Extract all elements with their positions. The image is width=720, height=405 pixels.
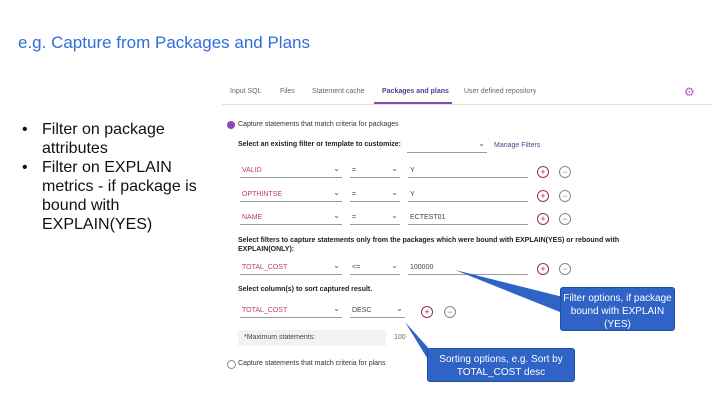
chevron-down-icon: ⌄ [333, 304, 340, 313]
explain-filter-label: Select filters to capture statements only from the packages which were bound with EXPLAIN(YES) or rebound with EXPLAIN(ONLY): [238, 237, 620, 253]
chevron-down-icon: ⌄ [391, 164, 398, 173]
remove-row-icon[interactable]: − [559, 213, 571, 225]
filter-value-input[interactable]: Y [408, 189, 528, 202]
chevron-down-icon: ⌄ [333, 261, 340, 270]
chevron-down-icon: ⌄ [333, 211, 340, 220]
select-filter-label: Select an existing filter or template to customize: [238, 141, 401, 148]
remove-row-icon[interactable]: − [559, 263, 571, 275]
filter-operator-select[interactable]: = ⌄ [350, 189, 400, 202]
remove-row-icon[interactable]: − [559, 166, 571, 178]
explain-field-select[interactable]: TOTAL_COST ⌄ [240, 262, 342, 275]
explain-value-input[interactable]: 100000 [408, 262, 528, 275]
tab-statement-cache[interactable]: Statement cache [312, 88, 365, 95]
filter-callout-pointer [455, 270, 575, 318]
tab-files[interactable]: Files [280, 88, 295, 95]
manage-filters-link[interactable]: Manage Filters [494, 142, 541, 149]
add-sort-icon[interactable]: + [421, 306, 433, 318]
filter-field-select[interactable]: VALID ⌄ [240, 165, 342, 178]
tab-input-sql[interactable]: Input SQL [230, 88, 262, 95]
max-statements-label: *Maximum statements: [244, 334, 316, 341]
bullet-dot-icon: • [22, 159, 28, 176]
filter-operator-select[interactable]: = ⌄ [350, 165, 400, 178]
capture-packages-label: Capture statements that match criteria for packages [238, 121, 399, 128]
chevron-down-icon: ⌄ [333, 188, 340, 197]
sort-column-select[interactable]: TOTAL_COST ⌄ [240, 305, 342, 318]
sort-order-select[interactable]: DESC ⌄ [350, 305, 405, 318]
max-statements-input[interactable]: 100 [394, 334, 406, 341]
filter-field-select[interactable]: NAME ⌄ [240, 212, 342, 225]
chevron-down-icon: ⌄ [478, 139, 485, 148]
chevron-down-icon: ⌄ [391, 211, 398, 220]
add-row-icon[interactable]: + [537, 166, 549, 178]
tab-user-defined-repository[interactable]: User defined repository [464, 88, 537, 95]
slide-title: e.g. Capture from Packages and Plans [18, 33, 310, 52]
add-row-icon[interactable]: + [537, 190, 549, 202]
remove-sort-icon[interactable]: − [444, 306, 456, 318]
add-row-icon[interactable]: + [537, 263, 549, 275]
filter-operator-select[interactable]: = ⌄ [350, 212, 400, 225]
filter-field-select[interactable]: OPTHINTSE ⌄ [240, 189, 342, 202]
filter-options-callout: Filter options, if package bound with EXPLAIN (YES) [560, 287, 675, 331]
remove-row-icon[interactable]: − [559, 190, 571, 202]
filter-value-input[interactable]: Y [408, 165, 528, 178]
bullet-text: Filter on EXPLAIN metrics - if package is bound with EXPLAIN(YES) [42, 159, 197, 233]
tab-packages-and-plans[interactable]: Packages and plans [382, 88, 449, 95]
chevron-down-icon: ⌄ [391, 261, 398, 270]
gear-icon[interactable]: ⚙ [684, 85, 695, 99]
filter-value-input[interactable]: ECTEST01 [408, 212, 528, 225]
bullet-text: Filter on package attributes [42, 121, 165, 157]
sorting-options-callout: Sorting options, e.g. Sort by TOTAL_COST desc [427, 348, 575, 382]
explain-operator-select[interactable]: <= ⌄ [350, 262, 400, 275]
chevron-down-icon: ⌄ [391, 188, 398, 197]
bullet-dot-icon: • [22, 121, 28, 138]
sort-label: Select column(s) to sort captured result. [238, 286, 373, 293]
capture-plans-label: Capture statements that match criteria for plans [238, 360, 386, 367]
chevron-down-icon: ⌄ [396, 304, 403, 313]
add-row-icon[interactable]: + [537, 213, 549, 225]
chevron-down-icon: ⌄ [333, 164, 340, 173]
